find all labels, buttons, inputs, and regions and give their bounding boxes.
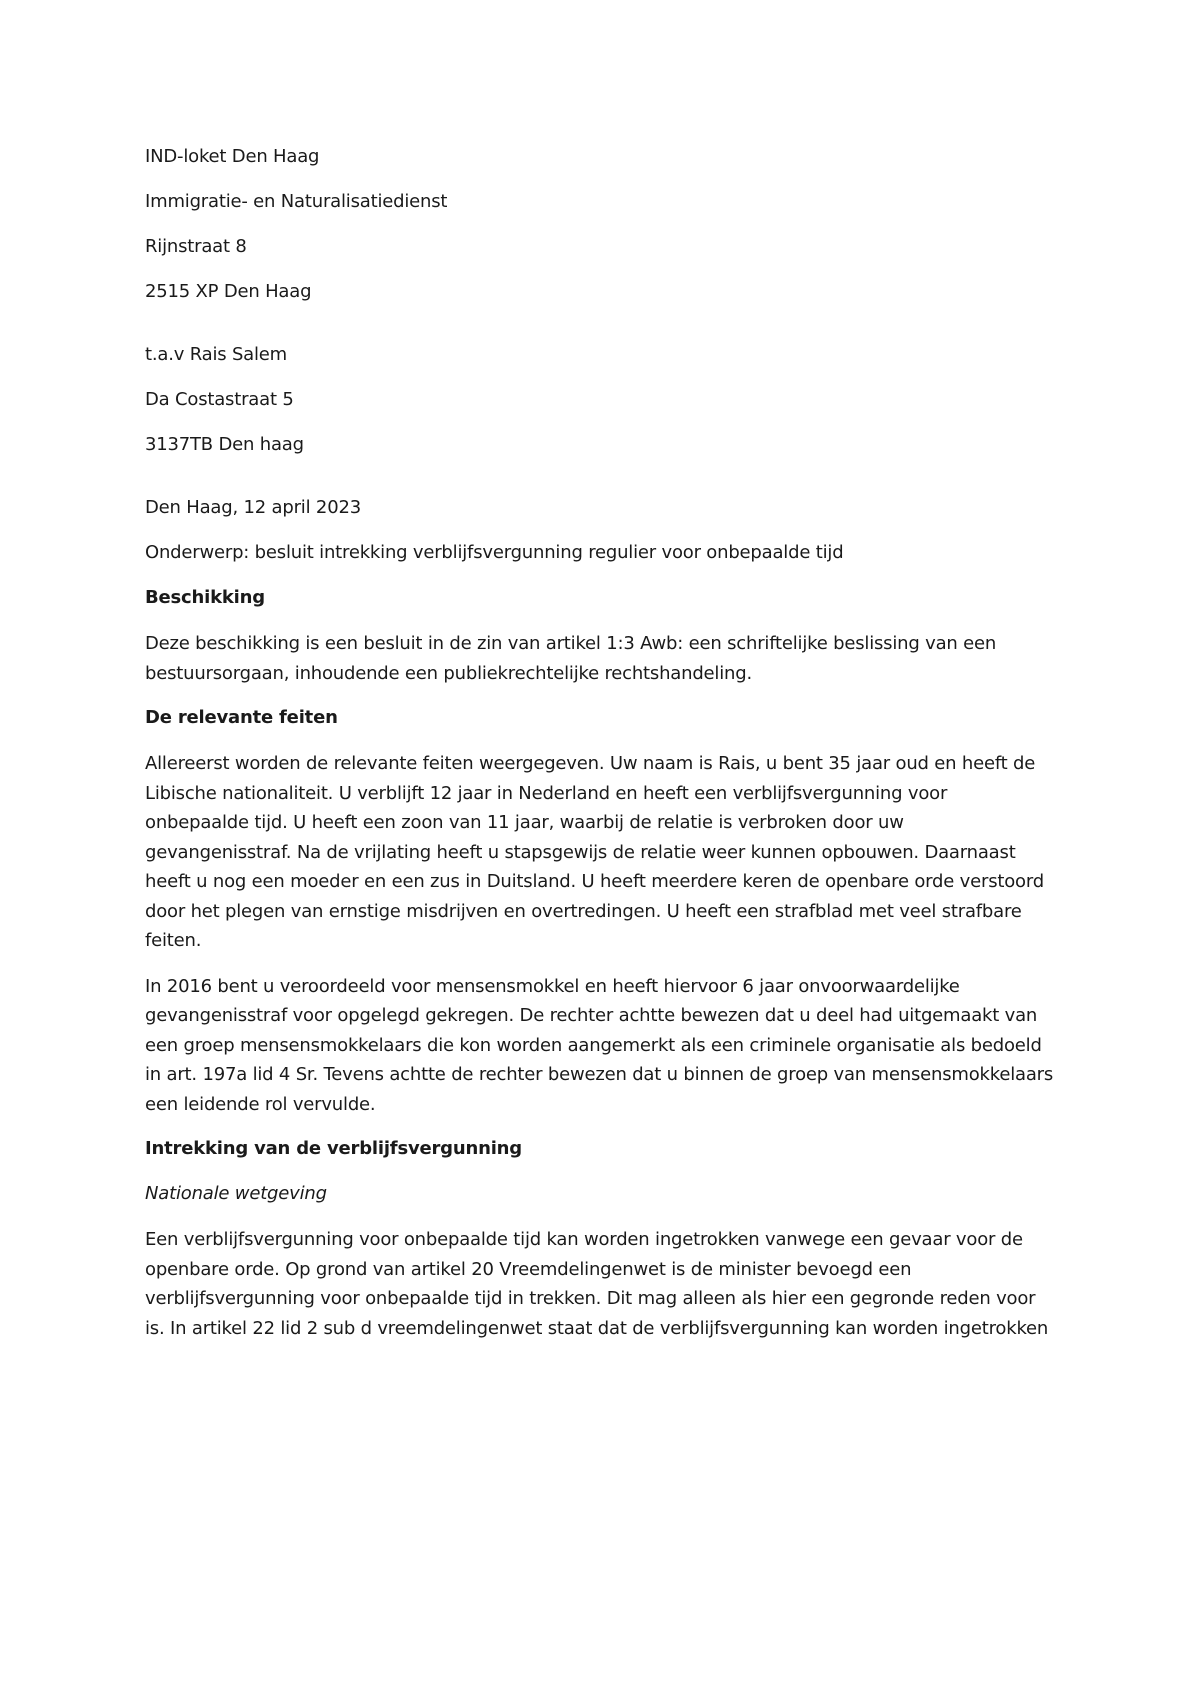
sender-name: IND-loket Den Haag [145,146,320,167]
sender-organization: Immigratie- en Naturalisatiedienst [145,191,448,212]
paragraph-line: Deze beschikking is een besluit in de zin van artikel 1:3 Awb: een schriftelijke beslissing van een [145,633,997,654]
paragraph-line: Allereerst worden de relevante feiten weergegeven. Uw naam is Rais, u bent 35 jaar oud en heeft de [145,753,1036,774]
sender-street: Rijnstraat 8 [145,236,247,257]
paragraph-line: bestuursorgaan, inhoudende een publiekrechtelijke rechtshandeling. [145,662,752,684]
paragraph-line: gevangenisstraf. Na de vrijlating heeft u stapsgewijs de relatie weer kunnen opbouwen. Daarnaast [145,841,1016,863]
sub-heading-nationale-wetgeving: Nationale wetgeving [145,1183,327,1204]
section-heading-beschikking: Beschikking [145,587,265,608]
paragraph-feiten-2 [145,972,1075,1120]
recipient-attention: t.a.v Rais Salem [145,344,288,365]
sender-postal-city: 2515 XP Den Haag [145,281,312,302]
section-heading-intrekking: Intrekking van de verblijfsvergunning [145,1138,522,1159]
paragraph-line: feiten. [145,930,202,951]
paragraph-line: heeft u nog een moeder en een zus in Duitsland. U heeft meerdere keren de openbare orde verstoord [145,871,1044,892]
paragraph-line: In 2016 bent u veroordeeld voor mensensmokkel en heeft hiervoor 6 jaar onvoorwaardelijke [145,975,960,997]
paragraph-line: door het plegen van ernstige misdrijven en overtredingen. U heeft een strafblad met veel strafbare [145,900,1022,922]
letter-body [145,143,1075,1359]
paragraph-line: gevangenisstraf voor opgelegd gekregen. De rechter achtte bewezen dat u deel had uitgemaakt van [145,1005,1038,1026]
paragraph-line: is. In artikel 22 lid 2 sub d vreemdelingenwet staat dat de verblijfsvergunning kan worden ingetrokken [145,1317,1049,1339]
paragraph-line: een leidende rol vervulde. [145,1093,376,1115]
paragraph-intrekking-1 [145,1225,1075,1343]
paragraph-feiten-1 [145,749,1075,956]
paragraph-line: Libische nationaliteit. U verblijft 12 jaar in Nederland en heeft een verblijfsvergunning voor [145,782,948,804]
date-line: Den Haag, 12 april 2023 [145,497,361,518]
paragraph-line: verblijfsvergunning voor onbepaalde tijd in trekken. Dit mag alleen als hier een gegronde reden voor [145,1288,1036,1309]
paragraph-line: in art. 197a lid 4 Sr. Tevens achtte de rechter bewezen dat u binnen de groep van mensensmokkelaars [145,1064,1054,1085]
section-heading-feiten: De relevante feiten [145,707,338,728]
paragraph-line: onbepaalde tijd. U heeft een zoon van 11 jaar, waarbij de relatie is verbroken door uw [145,812,904,833]
recipient-postal-city: 3137TB Den haag [145,434,304,455]
paragraph-line: Een verblijfsvergunning voor onbepaalde tijd kan worden ingetrokken vanwege een gevaar voor de [145,1229,1023,1250]
subject-line: Onderwerp: besluit intrekking verblijfsvergunning regulier voor onbepaalde tijd [145,542,844,563]
recipient-street: Da Costastraat 5 [145,389,294,410]
paragraph-beschikking [145,629,1075,688]
paragraph-line: openbare orde. Op grond van artikel 20 Vreemdelingenwet is de minister bevoegd een [145,1258,912,1280]
paragraph-line: een groep mensensmokkelaars die kon worden aangemerkt als een criminele organisatie als bedoeld [145,1034,1042,1056]
